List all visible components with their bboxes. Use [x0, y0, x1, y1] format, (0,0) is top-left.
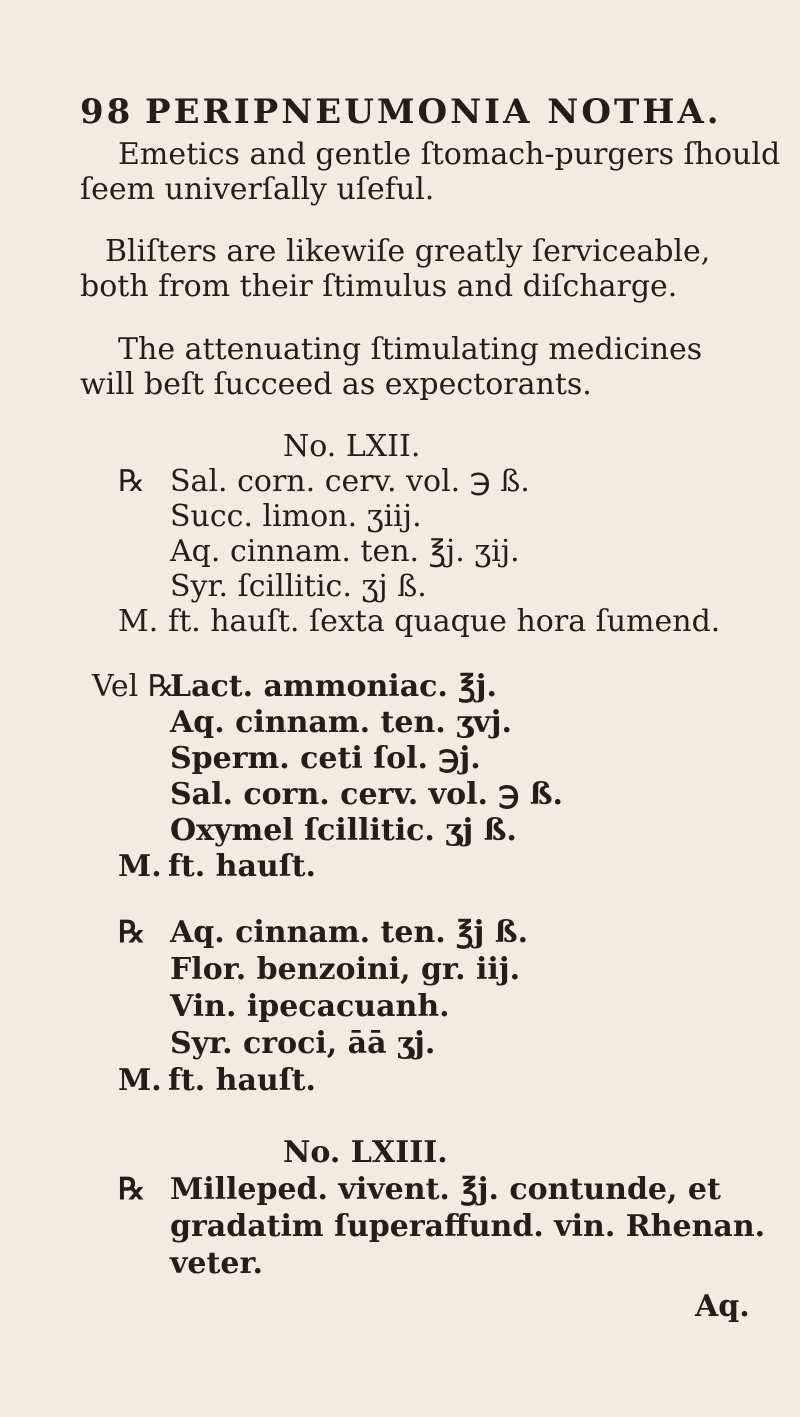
formula-alt-line-4: Sal. corn. cerv. vol. ℈ ß.	[170, 777, 563, 812]
formula-3-line-3: Vin. ipecacuanh.	[170, 989, 450, 1024]
formula-alt-line-3: Sperm. ceti ſol. ℈j.	[170, 741, 481, 776]
vel-recipe: Vel ℞	[92, 669, 175, 704]
formula-number-63: No. LXIII.	[283, 1135, 448, 1170]
formula-alt-line-1: Lact. ammoniac. ℥j.	[170, 669, 497, 704]
page-number: 98	[80, 92, 134, 132]
formula-number-62: No. LXII.	[283, 429, 421, 464]
formula-62-line-4: Syr. ſcillitic. ʒj ß.	[170, 569, 427, 604]
formula-alt-line-5: Oxymel ſcillitic. ʒj ß.	[170, 813, 517, 848]
recipe-sign: ℞	[118, 915, 145, 950]
formula-63-line-1: Milleped. vivent. ℥j. contunde, et	[170, 1172, 721, 1207]
catchword: Aq.	[695, 1289, 750, 1324]
formula-3-directions: ft. hauſt.	[168, 1063, 316, 1098]
running-title: PERIPNEUMONIA NOTHA.	[145, 92, 722, 132]
misce-sign: M.	[118, 1063, 162, 1098]
recipe-sign: ℞	[118, 1172, 145, 1207]
paragraph-2-line-2: both from their ſtimulus and diſcharge.	[80, 269, 678, 304]
formula-62-directions: ft. hauſt. ſexta quaque hora ſumend.	[168, 604, 721, 639]
formula-alt-line-2: Aq. cinnam. ten. ʒvj.	[170, 705, 512, 740]
formula-62-line-3: Aq. cinnam. ten. ℥j. ʒij.	[170, 534, 520, 569]
formula-3-line-1: Aq. cinnam. ten. ℥j ß.	[170, 915, 529, 950]
formula-63-line-2: gradatim ſuperaffund. vin. Rhenan.	[170, 1209, 766, 1244]
formula-alt-directions: ft. hauſt.	[168, 849, 316, 884]
paragraph-3-line-2: will beſt ſucceed as expectorants.	[80, 367, 592, 402]
formula-3-line-4: Syr. croci, āā ʒj.	[170, 1026, 436, 1061]
paragraph-1-line-2: ſeem univerſally uſeful.	[80, 172, 435, 207]
paragraph-2-line-1: Bliſters are likewiſe greatly ſerviceable,	[105, 234, 711, 269]
recipe-sign: ℞	[118, 464, 145, 499]
paragraph-3-line-1: The attenuating ſtimulating medicines	[118, 332, 703, 367]
paragraph-1-line-1: Emetics and gentle ſtomach-purgers ſhould	[118, 137, 781, 172]
formula-62-line-1: Sal. corn. cerv. vol. ℈ ß.	[170, 464, 530, 499]
misce-sign: M.	[118, 849, 162, 884]
formula-63-line-3: veter.	[170, 1246, 263, 1281]
formula-3-line-2: Flor. benzoini, gr. iij.	[170, 952, 521, 987]
formula-62-line-2: Succ. limon. ʒiij.	[170, 499, 422, 534]
misce-sign: M.	[118, 604, 159, 639]
